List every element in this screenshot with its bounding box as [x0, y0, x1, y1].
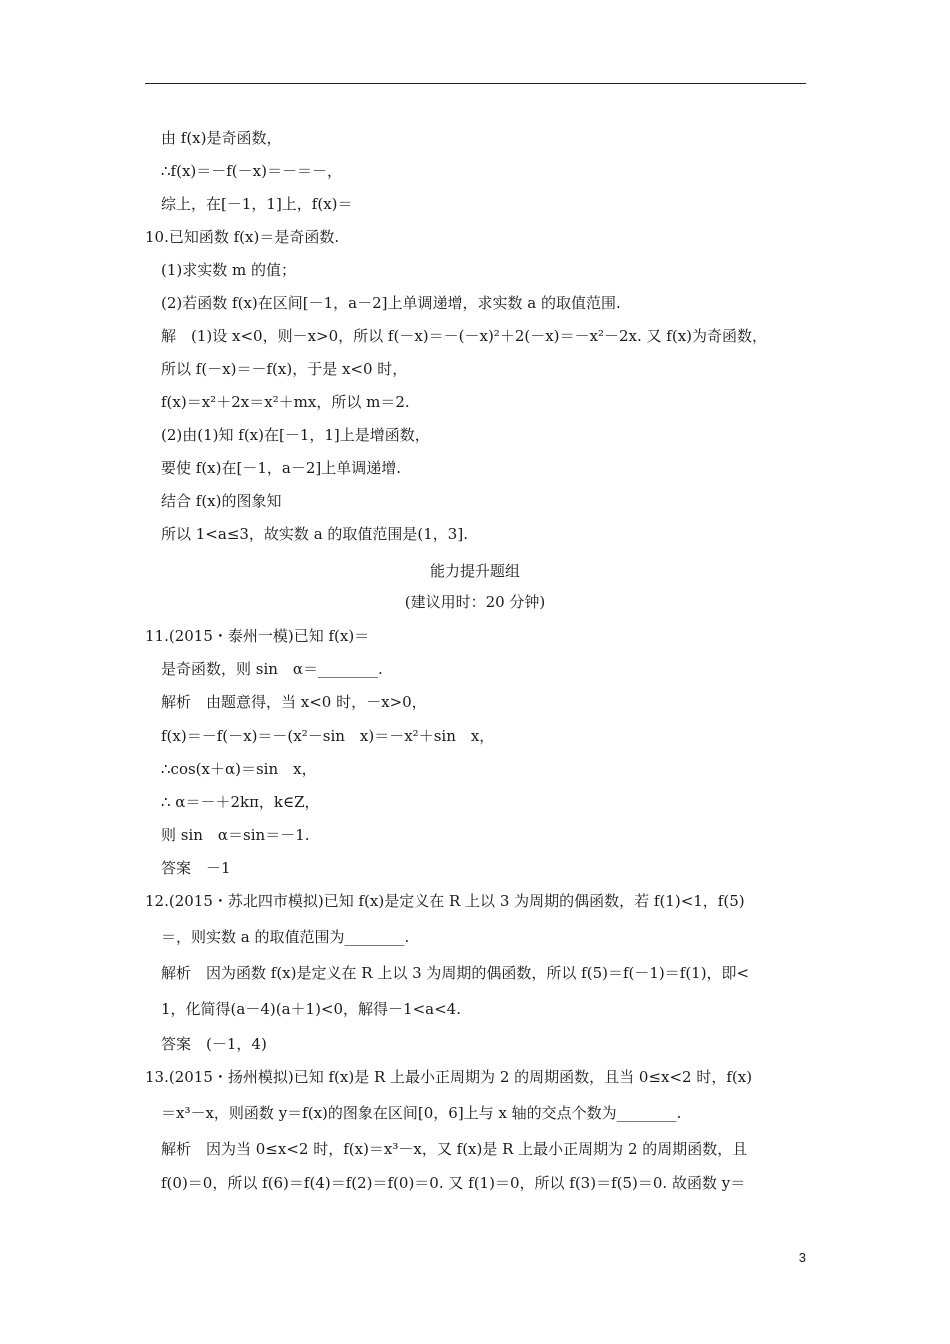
section-subtitle: (建议用时：20 分钟) — [404, 593, 546, 611]
text-line: 由 f(x)是奇函数， — [161, 129, 282, 147]
text-line: f(x)＝－f(－x)＝－(x²－sin x)＝－x²＋sin x， — [161, 727, 495, 745]
page-number: 3 — [798, 1250, 806, 1265]
text-line: f(0)＝0，所以 f(6)＝f(4)＝f(2)＝f(0)＝0. 又 f(1)＝0，所以 f(3)＝f(5)＝0. 故函数 y＝ — [161, 1174, 746, 1192]
text-line: 是奇函数，则 sin α＝________. — [161, 660, 383, 678]
problem-10-stem: 10.已知函数 f(x)＝是奇函数. — [145, 228, 340, 246]
answer-line: 答案 (－1，4) — [161, 1035, 267, 1053]
text-line: 所以 f(－x)＝－f(x)，于是 x<0 时， — [161, 360, 408, 378]
section-title: 能力提升题组 — [429, 562, 520, 580]
text-line: 解析 因为当 0≤x<2 时，f(x)＝x³－x，又 f(x)是 R 上最小正周期为 2 的周期函数，且 — [161, 1140, 748, 1158]
text-line: (1)求实数 m 的值； — [161, 261, 297, 279]
text-line: ∴f(x)＝－f(－x)＝－＝－， — [161, 162, 342, 180]
text-line: f(x)＝x²＋2x＝x²＋mx，所以 m＝2. — [161, 393, 410, 411]
text-line: 综上，在[－1，1]上，f(x)＝ — [161, 195, 353, 213]
text-line: 要使 f(x)在[－1，a－2]上单调递增. — [161, 459, 401, 477]
text-line: 解析 因为函数 f(x)是定义在 R 上以 3 为周期的偶函数，所以 f(5)＝f(－1)＝f(1)，即< — [161, 964, 750, 982]
text-line: ＝x³－x，则函数 y＝f(x)的图象在区间[0，6]上与 x 轴的交点个数为________. — [161, 1104, 682, 1122]
text-line: 解 (1)设 x<0，则－x>0，所以 f(－x)＝－(－x)²＋2(－x)＝－x²－2x. 又 f(x)为奇函数， — [161, 327, 768, 345]
problem-11-stem: 11.(2015・泰州一模)已知 f(x)＝ — [145, 627, 370, 645]
header-rule — [145, 83, 806, 84]
text-line: ∴cos(x＋α)＝sin x， — [161, 760, 317, 778]
text-line: (2)若函数 f(x)在区间[－1，a－2]上单调递增，求实数 a 的取值范围. — [161, 294, 621, 312]
problem-13-stem: 13.(2015・扬州模拟)已知 f(x)是 R 上最小正周期为 2 的周期函数，且当 0≤x<2 时，f(x) — [145, 1068, 753, 1086]
text-line: 1，化简得(a－4)(a＋1)<0，解得－1<a<4. — [161, 1000, 461, 1018]
text-line: 则 sin α＝sin＝－1. — [161, 826, 310, 844]
text-line: ＝，则实数 a 的取值范围为________. — [161, 928, 410, 946]
text-line: 所以 1<a≤3，故实数 a 的取值范围是(1，3]. — [161, 525, 468, 543]
problem-12-stem: 12.(2015・苏北四市模拟)已知 f(x)是定义在 R 上以 3 为周期的偶函数，若 f(1)<1，f(5) — [145, 892, 745, 910]
text-line: 结合 f(x)的图象知 — [161, 492, 282, 510]
text-line: ∴ α＝－＋2kπ，k∈Z， — [161, 793, 320, 811]
answer-line: 答案 －1 — [161, 859, 231, 877]
text-line: 解析 由题意得，当 x<0 时，－x>0， — [161, 693, 427, 711]
text-line: (2)由(1)知 f(x)在[－1，1]上是增函数， — [161, 426, 430, 444]
